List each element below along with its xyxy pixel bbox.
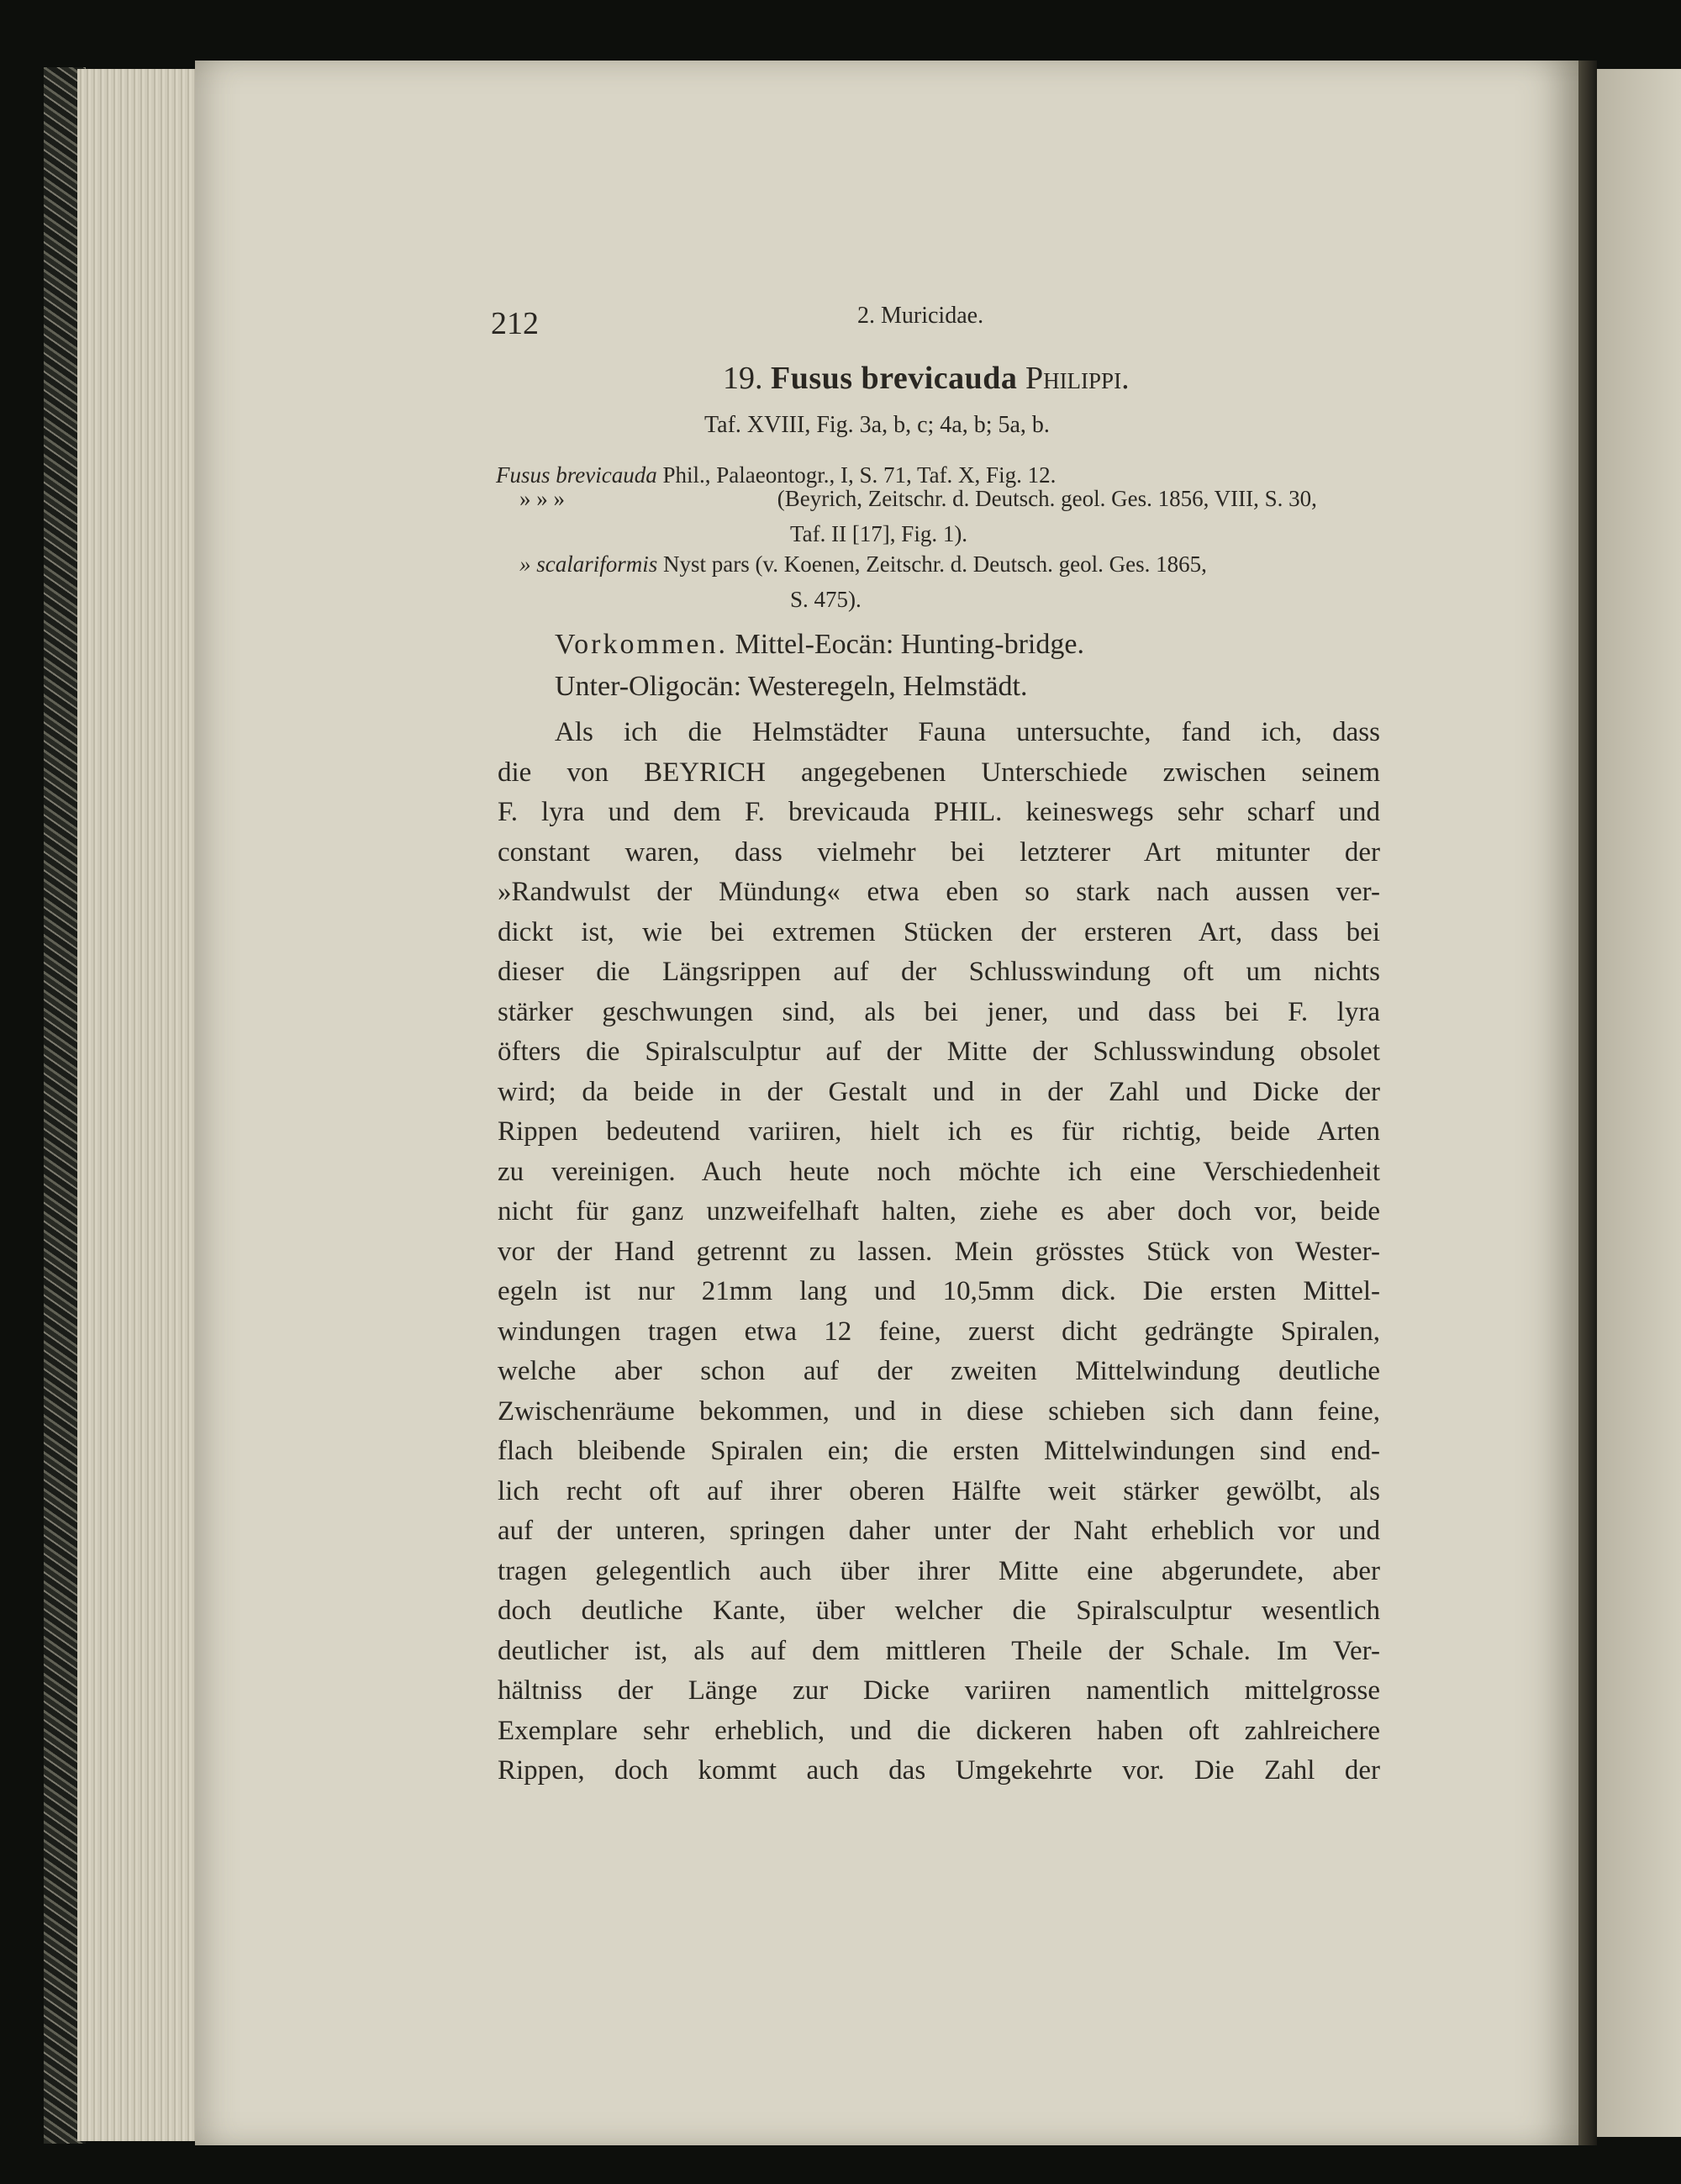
body-line: die von BEYRICH angegebenen Unterschiede zwischen seinem — [498, 757, 1380, 788]
synonym-name: Fusus brevicauda — [496, 462, 657, 488]
body-line: stärker geschwungen sind, als bei jener, und dass bei F. lyra — [498, 996, 1380, 1027]
synonym-name: » scalariformis — [519, 551, 658, 577]
body-line: Zwischenräume bekommen, und in diese schieben sich dann feine, — [498, 1395, 1380, 1427]
body-line: Rippen bedeutend variiren, hielt ich es für richtig, beide Arten — [498, 1116, 1380, 1147]
synonymy-entry — [496, 462, 1056, 488]
synonym-ditto: » » » — [519, 486, 565, 511]
body-line: wird; da beide in der Gestalt und in der Zahl und Dicke der — [498, 1076, 1380, 1107]
species-author: Philippi. — [1025, 361, 1130, 396]
occurrence-label: Vorkommen. — [555, 629, 728, 660]
running-head: 2. Muricidae. — [857, 303, 984, 329]
body-text — [498, 713, 1380, 1791]
synonym-reference: (Beyrich, Zeitschr. d. Deutsch. geol. Ges. 1856, VIII, S. 30, — [777, 486, 1317, 511]
body-line: zu vereinigen. Auch heute noch möchte ich eine Verschiedenheit — [498, 1156, 1380, 1187]
book-gutter — [1578, 61, 1597, 2145]
entry-number: 19. — [723, 361, 763, 396]
synonym-reference: Phil., Palaeontogr., I, S. 71, Taf. X, Fig. 12. — [662, 462, 1057, 488]
body-line: dickt ist, wie bei extremen Stücken der ersteren Art, dass bei — [498, 916, 1380, 947]
entry-title — [723, 360, 1130, 397]
synonym-reference: Nyst pars (v. Koenen, Zeitschr. d. Deutsch. geol. Ges. 1865, — [663, 551, 1207, 577]
synonymy-entry — [519, 551, 1207, 578]
body-line: constant waren, dass vielmehr bei letzterer Art mitunter der — [498, 836, 1380, 868]
body-line: Als ich die Helmstädter Fauna untersuchte, fand ich, dass — [555, 717, 1380, 747]
page-number: 212 — [491, 306, 539, 341]
body-line: hältniss der Länge zur Dicke variiren namentlich mittelgrosse — [498, 1675, 1380, 1706]
plate-references: Taf. XVIII, Fig. 3a, b, c; 4a, b; 5a, b. — [704, 412, 1050, 438]
body-line: flach bleibende Spiralen ein; die ersten Mittelwindungen sind end- — [498, 1436, 1380, 1466]
body-line: Exemplare sehr erheblich, und die dickeren haben oft zahlreichere — [498, 1715, 1380, 1746]
body-line: egeln ist nur 21mm lang und 10,5mm dick. Die ersten Mittel- — [498, 1276, 1380, 1306]
synonym-reference-continued: Taf. II [17], Fig. 1). — [790, 521, 968, 546]
body-line: lich recht oft auf ihrer oberen Hälfte weit stärker gewölbt, als — [498, 1475, 1380, 1506]
species-name: Fusus brevicauda — [771, 361, 1018, 396]
body-line: »Randwulst der Mündung« etwa eben so stark nach aussen ver- — [498, 877, 1380, 907]
body-line: deutlicher ist, als auf dem mittleren Theile der Schale. Im Ver- — [498, 1635, 1380, 1666]
body-line: doch deutliche Kante, über welcher die Spiralsculptur wesentlich — [498, 1596, 1380, 1626]
body-line: tragen gelegentlich auch über ihrer Mitte eine abgerundete, aber — [498, 1555, 1380, 1586]
body-line: windungen tragen etwa 12 feine, zuerst dicht gedrängte Spiralen, — [498, 1316, 1380, 1347]
occurrence-line — [555, 629, 1084, 661]
occurrence-line: Unter-Oligocän: Westeregeln, Helmstädt. — [555, 671, 1028, 702]
body-line: F. lyra und dem F. brevicauda PHIL. keineswegs sehr scharf und — [498, 797, 1380, 827]
body-line: auf der unteren, springen daher unter der Naht erheblich vor und — [498, 1516, 1380, 1546]
occurrence-text: Mittel-Eocän: Hunting-bridge. — [735, 629, 1084, 660]
body-line: dieser die Längsrippen auf der Schlusswindung oft um nichts — [498, 957, 1380, 987]
body-line: nicht für ganz unzweifelhaft halten, ziehe es aber doch vor, beide — [498, 1196, 1380, 1227]
body-line: welche aber schon auf der zweiten Mittelwindung deutliche — [498, 1356, 1380, 1386]
body-line: vor der Hand getrennt zu lassen. Mein grösstes Stück von Wester- — [498, 1236, 1380, 1267]
synonym-reference-continued: S. 475). — [790, 587, 862, 612]
body-line: öfters die Spiralsculptur auf der Mitte der Schlusswindung obsolet — [498, 1037, 1380, 1067]
facing-page-edge — [1597, 69, 1681, 2137]
body-line: Rippen, doch kommt auch das Umgekehrte vor. Die Zahl der — [498, 1755, 1380, 1786]
page-block-edge — [77, 69, 203, 2141]
synonymy-entry — [519, 486, 1317, 512]
